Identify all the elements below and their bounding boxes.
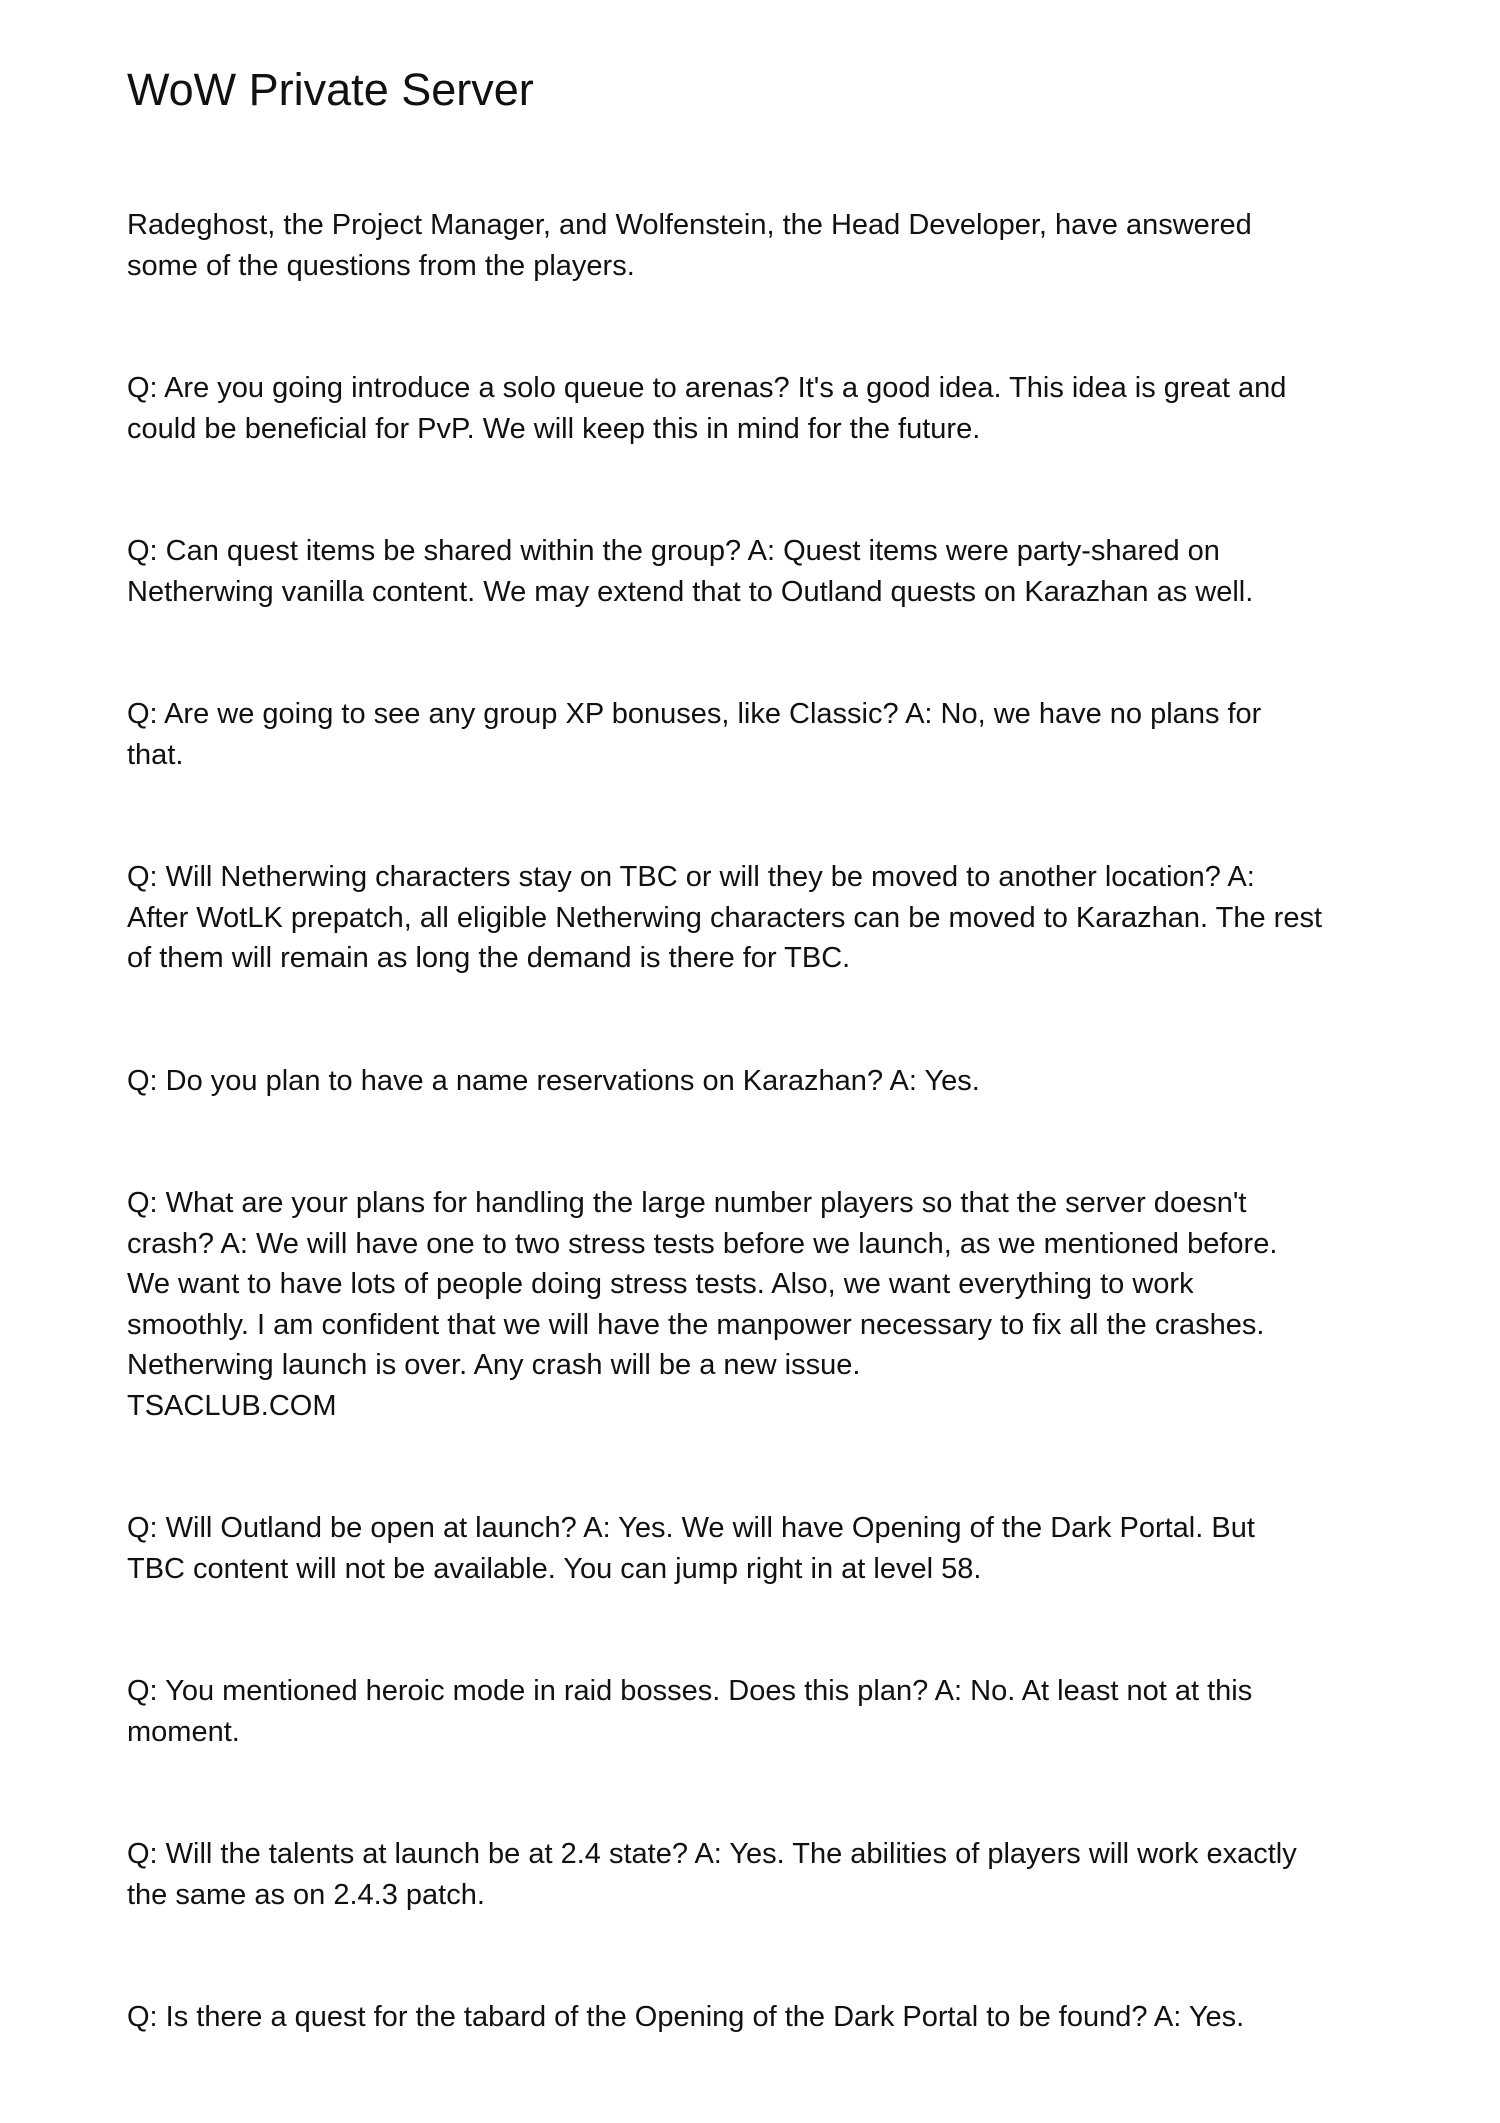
qa-paragraph-solo-queue: Q: Are you going introduce a solo queue to arenas? It's a good idea. This idea is great and could be beneficial for PvP. We will keep this in mind for the future. — [127, 372, 1287, 445]
qa-paragraph-netherwing-characters: Q: Will Netherwing characters stay on TBC or will they be moved to another location? A: After WotLK prepatch, all eligible Netherwing characters can be moved to Karazhan. The rest of them will remain as long the demand is there for TBC. — [127, 861, 1323, 974]
qa-paragraph-talents: Q: Will the talents at launch be at 2.4 state? A: Yes. The abilities of players will work exactly the same as on 2.4.3 patch. — [127, 1838, 1297, 1911]
document-title: WoW Private Server — [127, 64, 534, 115]
qa-paragraph-outland-launch: Q: Will Outland be open at launch? A: Yes. We will have Opening of the Dark Portal. But TBC content will not be available. You can jump right in at level 58. — [127, 1512, 1255, 1585]
qa-paragraph-tabard-quest: Q: Is there a quest for the tabard of the Opening of the Dark Portal to be found? A: Yes. — [127, 2001, 1245, 2033]
qa-paragraph-server-load: Q: What are your plans for handling the large number players so that the server doesn't crash? A: We will have one to two stress tests before we launch, as we mentioned before. We want to have lots of people doing stress tests. Also, we want everything to work smoothly. I am confident that we will have the manpower necessary to fix all the crashes. Netherwing launch is over. Any crash will be a new issue. TSACLUB.COM — [127, 1187, 1278, 1422]
qa-paragraph-quest-items: Q: Can quest items be shared within the group? A: Quest items were party-shared on Netherwing vanilla content. We may extend that to Outland quests on Karazhan as well. — [127, 535, 1254, 608]
qa-paragraph-group-xp: Q: Are we going to see any group XP bonuses, like Classic? A: No, we have no plans for that. — [127, 698, 1262, 771]
qa-paragraph-heroic-mode: Q: You mentioned heroic mode in raid bosses. Does this plan? A: No. At least not at this moment. — [127, 1675, 1253, 1748]
intro-paragraph: Radeghost, the Project Manager, and Wolfenstein, the Head Developer, have answered some of the questions from the players. — [127, 209, 1252, 282]
qa-paragraph-name-reservations: Q: Do you plan to have a name reservations on Karazhan? A: Yes. — [127, 1065, 980, 1097]
